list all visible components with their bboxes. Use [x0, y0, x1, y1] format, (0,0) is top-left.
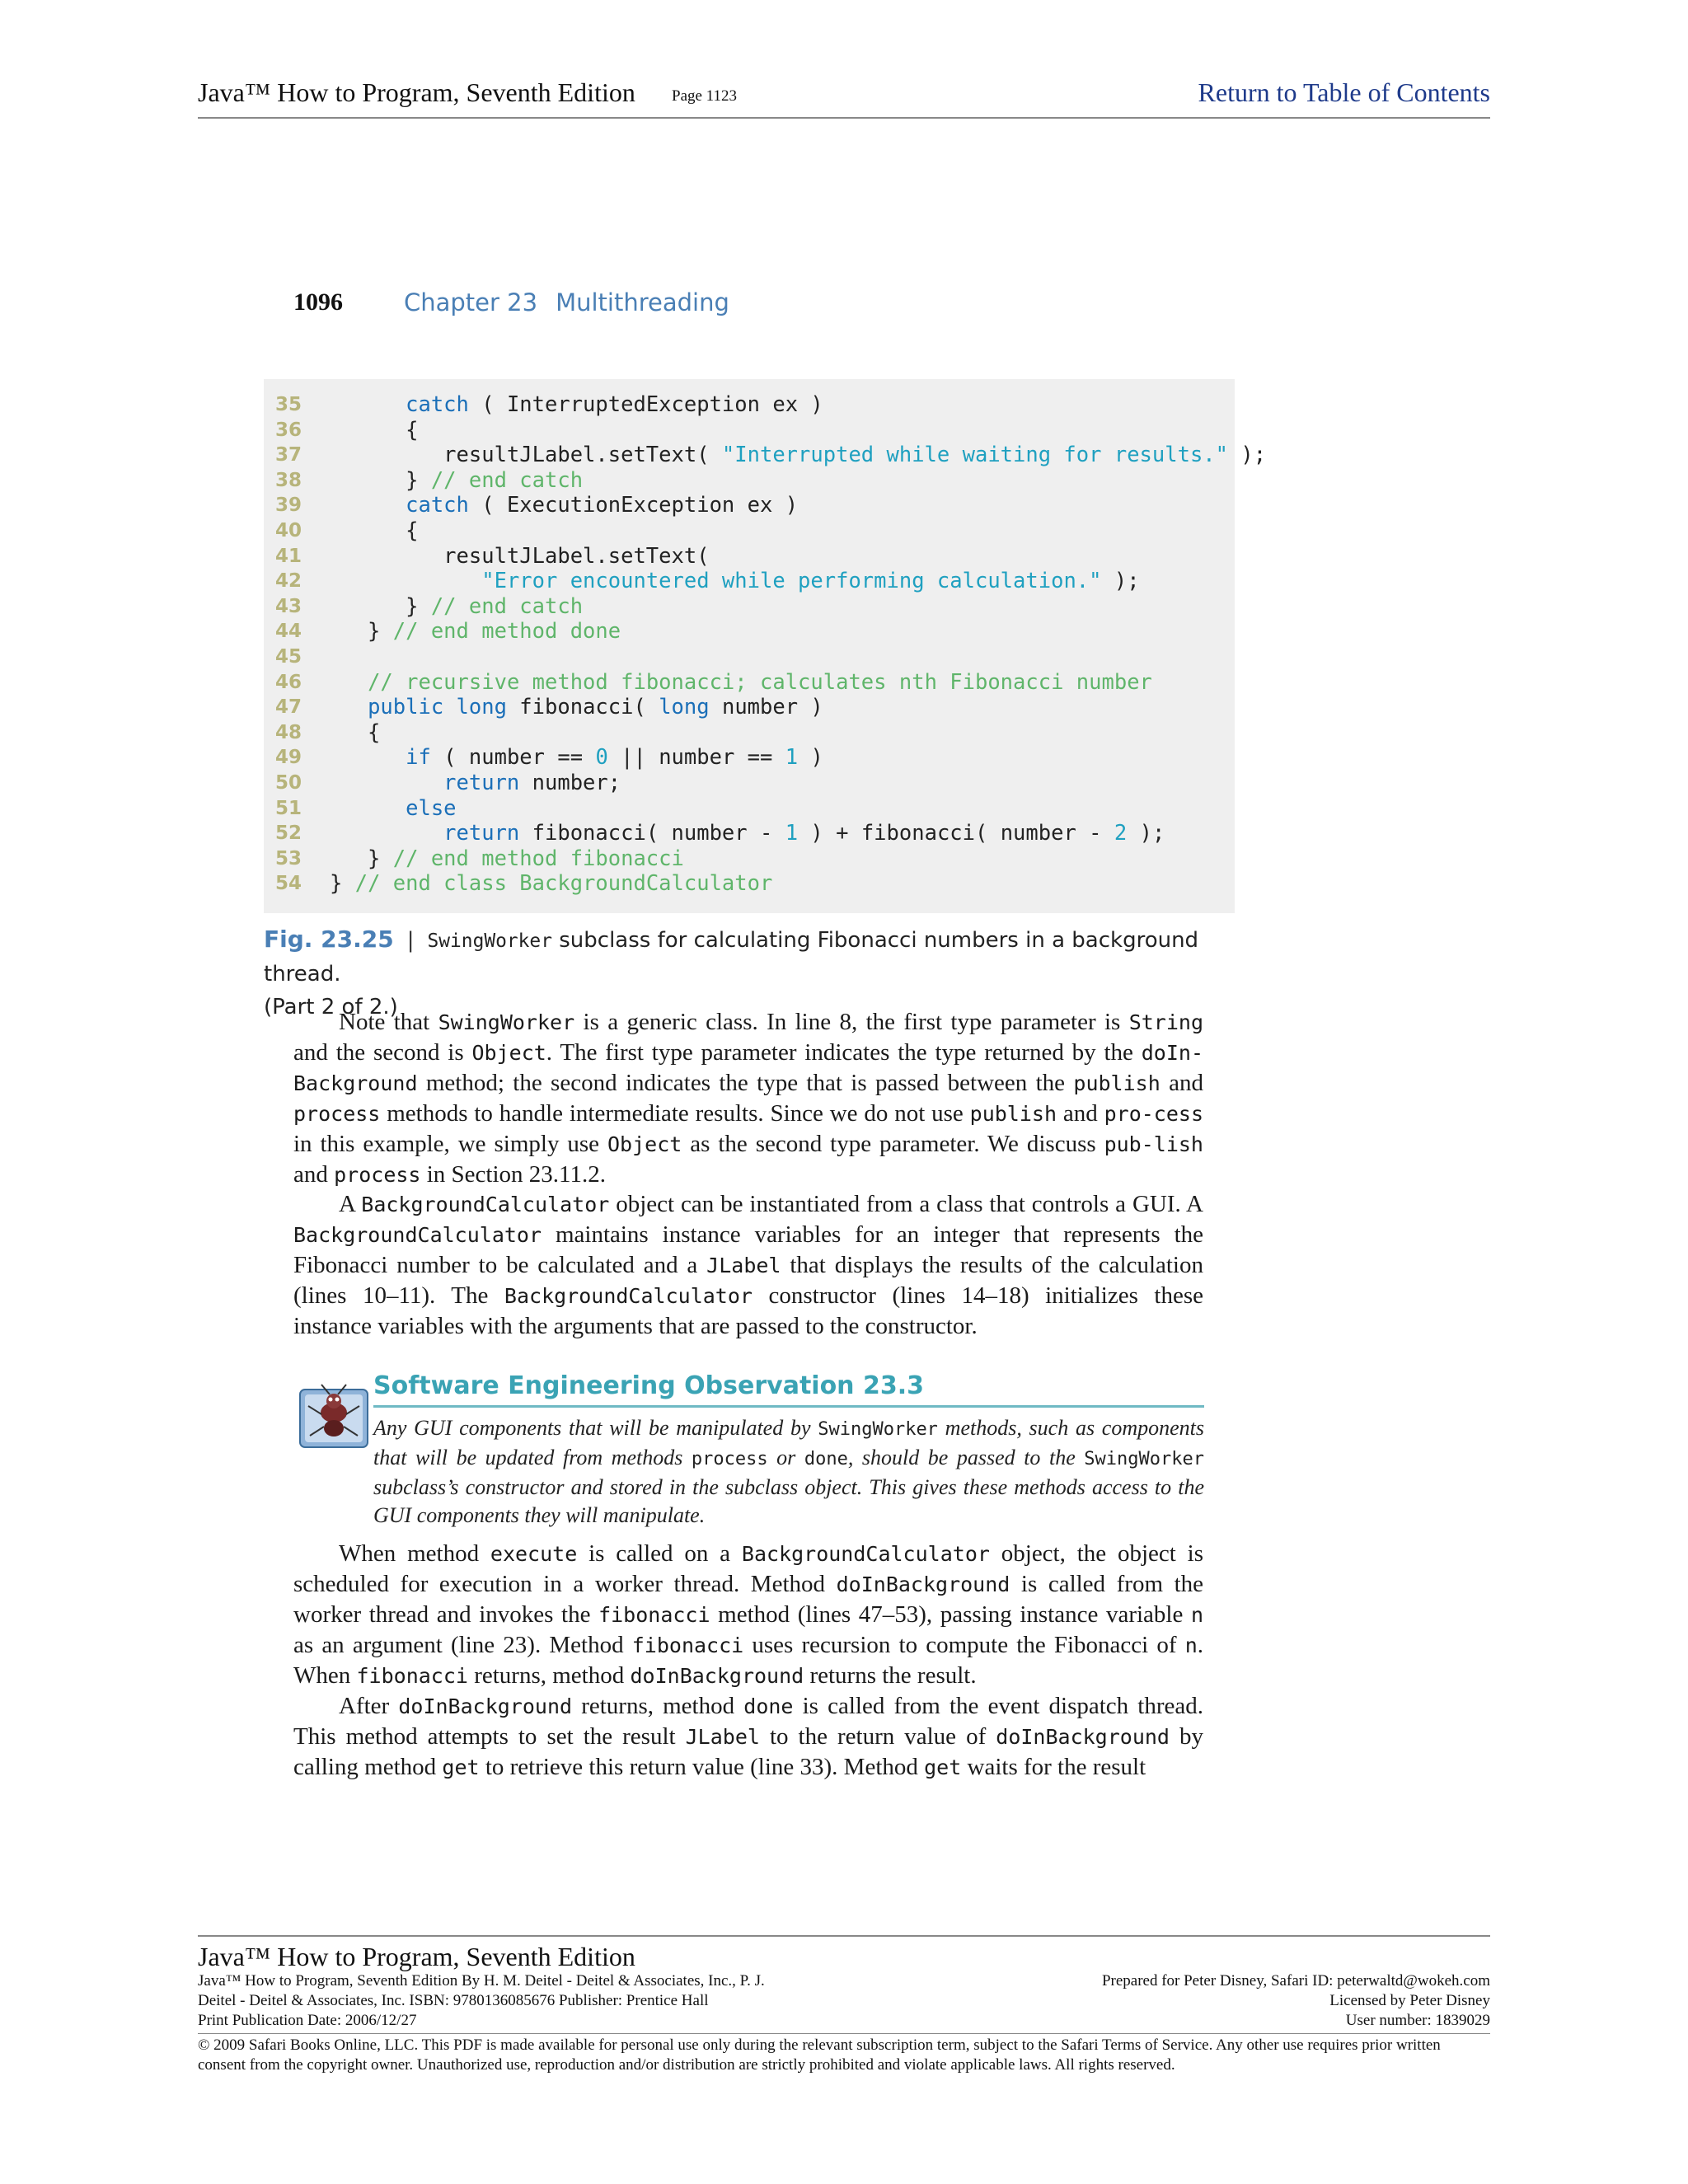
book-title: Java™ How to Program, Seventh Edition	[198, 77, 635, 107]
code-text: {	[330, 417, 419, 443]
page-header	[198, 76, 1490, 119]
line-number: 48	[275, 721, 302, 743]
code-text: } // end method fibonacci	[330, 846, 684, 871]
footer-divider	[198, 1935, 1490, 1937]
line-number: 47	[275, 696, 302, 719]
page-reference: Page 1123	[672, 87, 737, 105]
paragraph-3: When method execute is called on a BackgroundCalculator object, the object is scheduled for execution in a worker thread. Method doInBackground is called from the worker thread and invokes the fibonacci method (lines 47–53), passing instance variable n as an argument (line 23). Method fibonacci uses recursion to compute the Fibonacci of n. When fibonacci returns, method doInBackground returns the result.	[293, 1540, 1204, 1689]
line-number: 51	[275, 797, 302, 819]
line-number: 39	[275, 494, 302, 517]
code-text: } // end catch	[330, 467, 584, 493]
code-text: return fibonacci( number - 1 ) + fibonacci( number - 2 );	[443, 821, 1165, 846]
caption-text: subclass for calculating Fibonacci numbers in a background thread.	[264, 928, 1199, 987]
table-of-contents-link[interactable]: Return to Table of Contents	[1198, 77, 1490, 107]
code-text: catch ( InterruptedException ex )	[406, 392, 823, 417]
line-number: 52	[275, 823, 302, 845]
paragraph-1: Note that SwingWorker is a generic class. In line 8, the first type parameter is String and the second is Object. The first type parameter indicates the type returned by the doIn-Background method; the second indicates the type that is passed between the publish and process methods to handle intermediate results. Since we do not use publish and pro-cess in this example, we simply use Object as the second type parameter. We discuss pub-lish and process in Section 23.11.2.	[293, 1009, 1204, 1188]
engineering-ant-icon	[297, 1381, 371, 1452]
code-text: return number;	[443, 771, 621, 795]
line-number: 53	[275, 847, 302, 869]
footer-row	[198, 1972, 1490, 1992]
copyright-notice: © 2009 Safari Books Online, LLC. This PDF is made available for personal use only during the relevant subscription term, subject to the Safari Terms of Service. Any other use requires prior written consent from the copyright owner. Unauthorized use, reproduction and/or distribution are strictly prohibited and violate applicable laws. All rights reserved.	[198, 2036, 1441, 2074]
code-text: catch ( ExecutionException ex )	[406, 493, 799, 518]
footer-user-number: User number: 1839029	[1345, 2012, 1490, 2029]
observation-text: Any GUI components that will be manipulated by SwingWorker methods, such as components that will be updated from methods process or done, should be passed to the SwingWorker subclass’s constructor and stored in the subclass object. This gives these methods access to the GUI components they will manipulate.	[373, 1416, 1205, 1527]
chapter-title: Multithreading	[556, 288, 729, 316]
chapter-number: Chapter 23	[404, 288, 538, 316]
page-footer	[198, 1935, 1490, 2075]
caption-class-name: SwingWorker	[427, 930, 552, 952]
code-text: } // end class BackgroundCalculator	[330, 871, 773, 897]
line-number: 54	[275, 873, 302, 895]
line-number: 50	[275, 772, 302, 794]
code-text: public long fibonacci( long number )	[368, 695, 823, 720]
footer-publication-date: Print Publication Date: 2006/12/27	[198, 2012, 417, 2029]
line-number: 43	[275, 595, 302, 617]
paragraph-4: After doInBackground returns, method done is called from the event dispatch thread. This method attempts to set the result JLabel to the return value of doInBackground by calling method get to retrieve this return value (line 33). Method get waits for the result	[293, 1693, 1204, 1780]
code-text: {	[330, 518, 419, 543]
line-number: 38	[275, 469, 302, 491]
running-head	[293, 288, 729, 316]
footer-divider	[198, 2033, 1490, 2034]
line-number: 37	[275, 444, 302, 466]
footer-license: Licensed by Peter Disney	[1329, 1992, 1490, 2009]
line-number: 45	[275, 646, 302, 668]
line-number: 46	[275, 671, 302, 693]
code-text: // recursive method fibonacci; calculates nth Fibonacci number	[368, 669, 1152, 695]
caption-separator: |	[406, 928, 415, 953]
code-text: else	[406, 795, 457, 821]
observation-title: Software Engineering Observation 23.3	[373, 1371, 1204, 1408]
footer-row	[198, 1992, 1490, 2012]
code-text: } // end catch	[330, 593, 584, 619]
code-text: } // end method done	[330, 619, 621, 644]
line-number: 41	[275, 545, 302, 567]
paragraph-2: A BackgroundCalculator object can be instantiated from a class that controls a GUI. A BackgroundCalculator maintains instance variables for an integer that represents the Fibonacci number to be calculated and a JLabel that displays the results of the calculation (lines 10–11). The BackgroundCalculator constructor (lines 14–18) initializes these instance variables with the arguments that are passed to the constructor.	[293, 1191, 1203, 1339]
footer-author-line: Java™ How to Program, Seventh Edition By H. M. Deitel - Deitel & Associates, Inc., P. J.	[198, 1972, 765, 1990]
code-text: "Error encountered while performing calculation." );	[481, 569, 1140, 594]
code-text: if ( number == 0 || number == 1 )	[406, 745, 823, 771]
caption-part: (Part 2 of 2.)	[264, 995, 398, 1019]
code-text: resultJLabel.setText( "Interrupted while waiting for results." );	[330, 443, 1267, 468]
footer-row	[198, 2012, 1490, 2032]
code-text: resultJLabel.setText(	[330, 543, 710, 569]
footer-prepared-for: Prepared for Peter Disney, Safari ID: peterwaltd@wokeh.com	[1101, 1972, 1490, 1990]
code-listing	[264, 379, 1267, 913]
page-number: 1096	[293, 288, 343, 316]
footer-publisher-line: Deitel - Deitel & Associates, Inc. ISBN: 9780136085676 Publisher: Prentice Hall	[198, 1992, 709, 2009]
chapter-label	[404, 288, 729, 316]
footer-book-title: Java™ How to Program, Seventh Edition	[198, 1942, 635, 1971]
line-number: 42	[275, 570, 302, 593]
line-number: 44	[275, 621, 302, 643]
code-text: {	[330, 719, 381, 745]
figure-label: Fig. 23.25	[264, 926, 394, 953]
line-number: 35	[275, 394, 302, 415]
line-number: 36	[275, 419, 302, 441]
line-number: 49	[275, 747, 302, 769]
line-number: 40	[275, 520, 302, 541]
